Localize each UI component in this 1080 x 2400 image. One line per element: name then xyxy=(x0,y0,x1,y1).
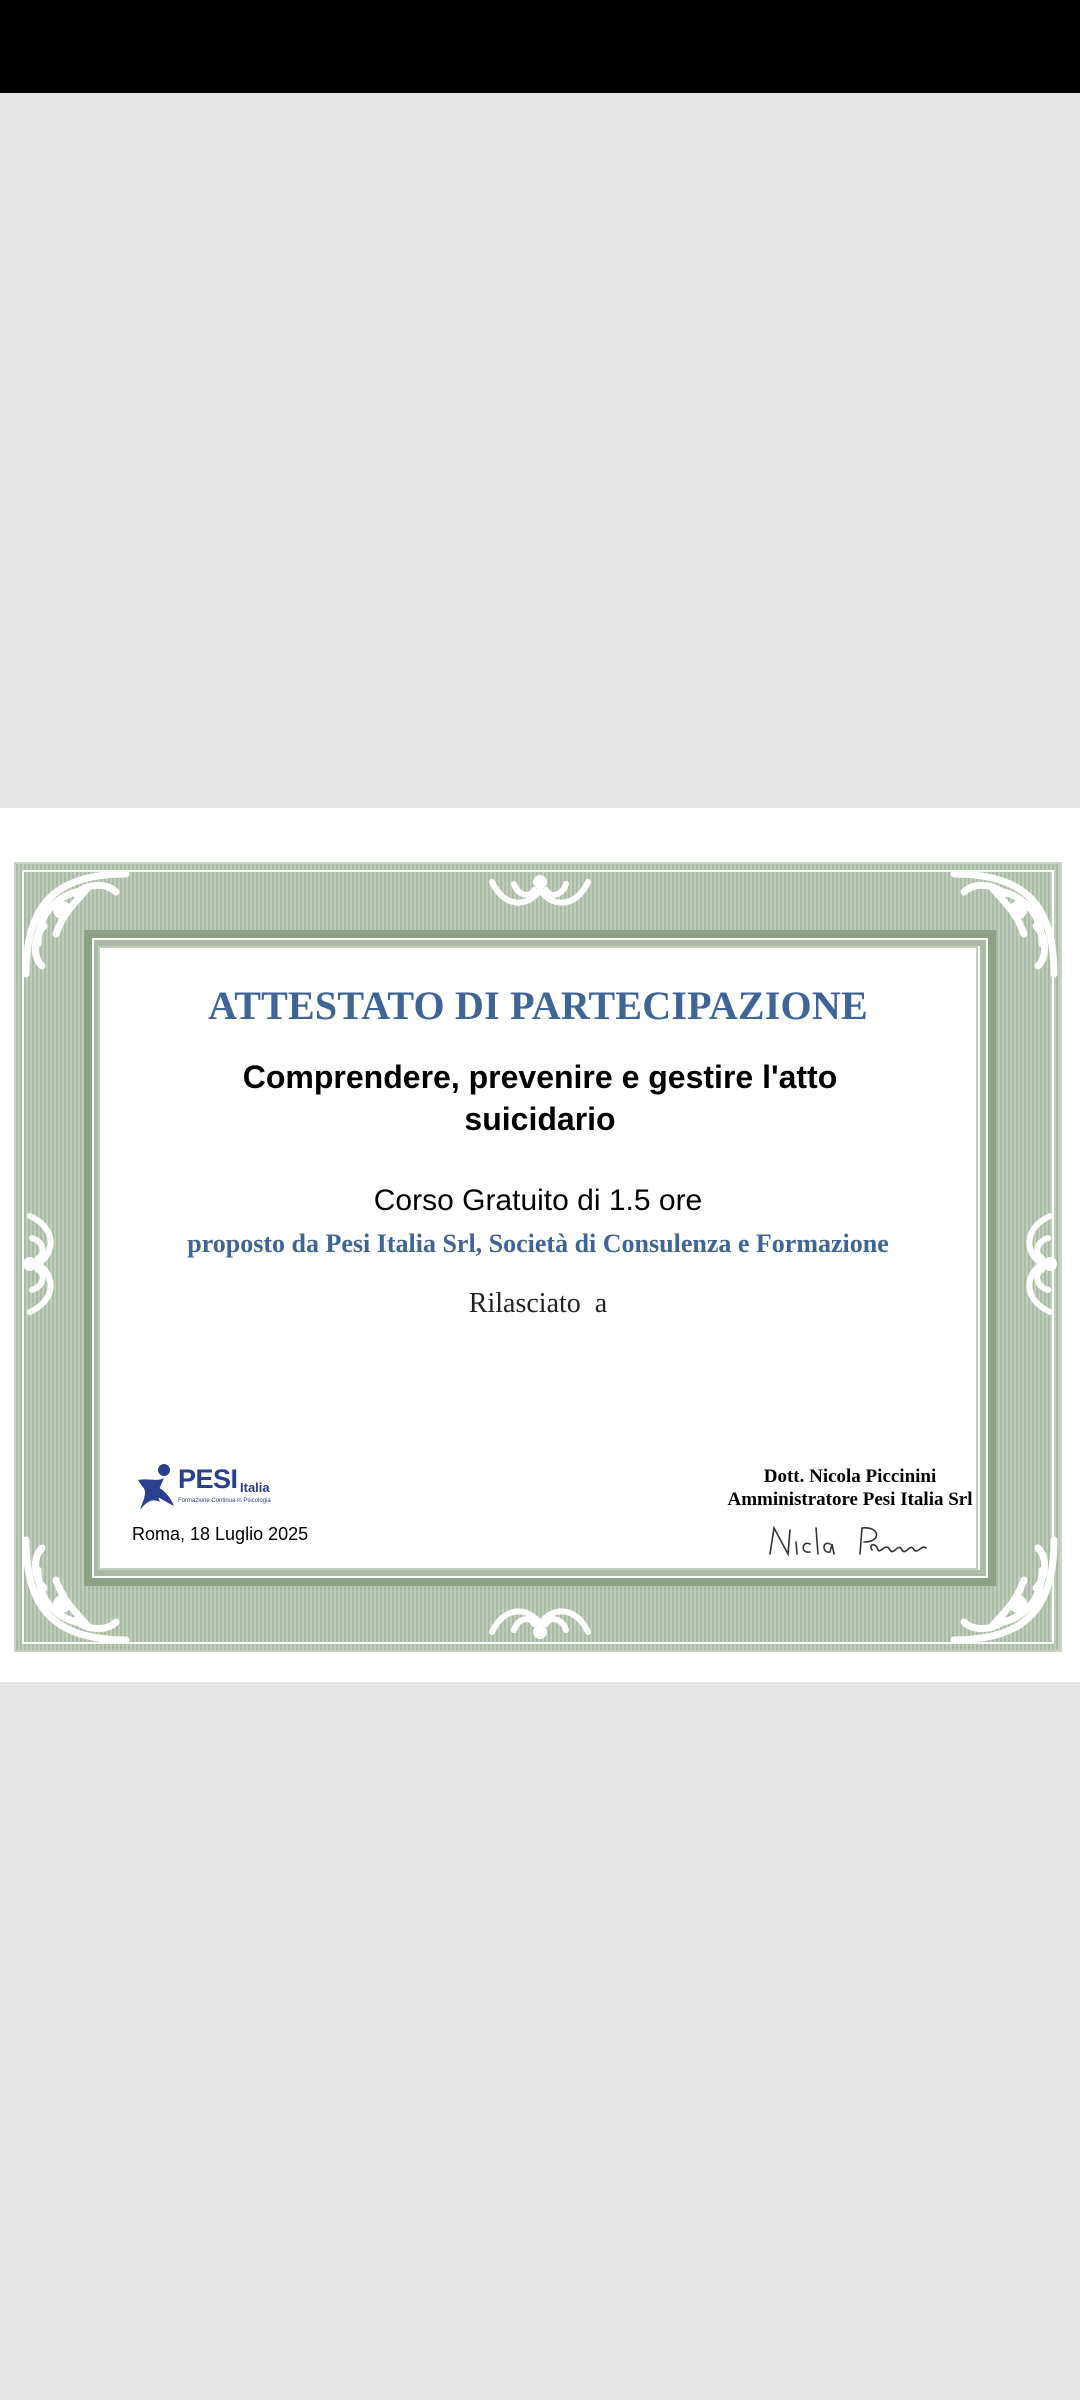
signer-role: Amministratore Pesi Italia Srl xyxy=(727,1489,973,1510)
signer-name: Dott. Nicola Piccinini xyxy=(763,1466,937,1487)
issue-date: Roma, 18 Luglio 2025 xyxy=(132,1524,309,1544)
right-center-ornament xyxy=(1012,1208,1064,1320)
course-title: Comprendere, prevenire e gestire l'atto suicidario xyxy=(242,1059,838,1137)
logo-tagline: Formazione Continua in Psicologia xyxy=(178,1498,271,1504)
course-duration: Corso Gratuito di 1.5 ore xyxy=(373,1184,703,1217)
pesi-figure-icon xyxy=(134,1462,176,1512)
course-provider: proposto da Pesi Italia Srl, Società di Consulenza e Formazione xyxy=(187,1229,889,1258)
logo-country: Italia xyxy=(240,1480,270,1495)
certificate-title: ATTESTATO DI PARTECIPAZIONE xyxy=(208,983,868,1028)
handwritten-signature xyxy=(764,1520,934,1564)
left-center-ornament xyxy=(16,1208,68,1320)
top-center-ornament xyxy=(484,868,596,920)
status-bar xyxy=(0,0,1080,93)
bottom-center-ornament xyxy=(484,1594,596,1646)
pesi-logo xyxy=(134,1462,294,1514)
logo-name: PESI xyxy=(178,1464,238,1494)
issued-to-label: Rilasciato a xyxy=(468,1288,608,1319)
